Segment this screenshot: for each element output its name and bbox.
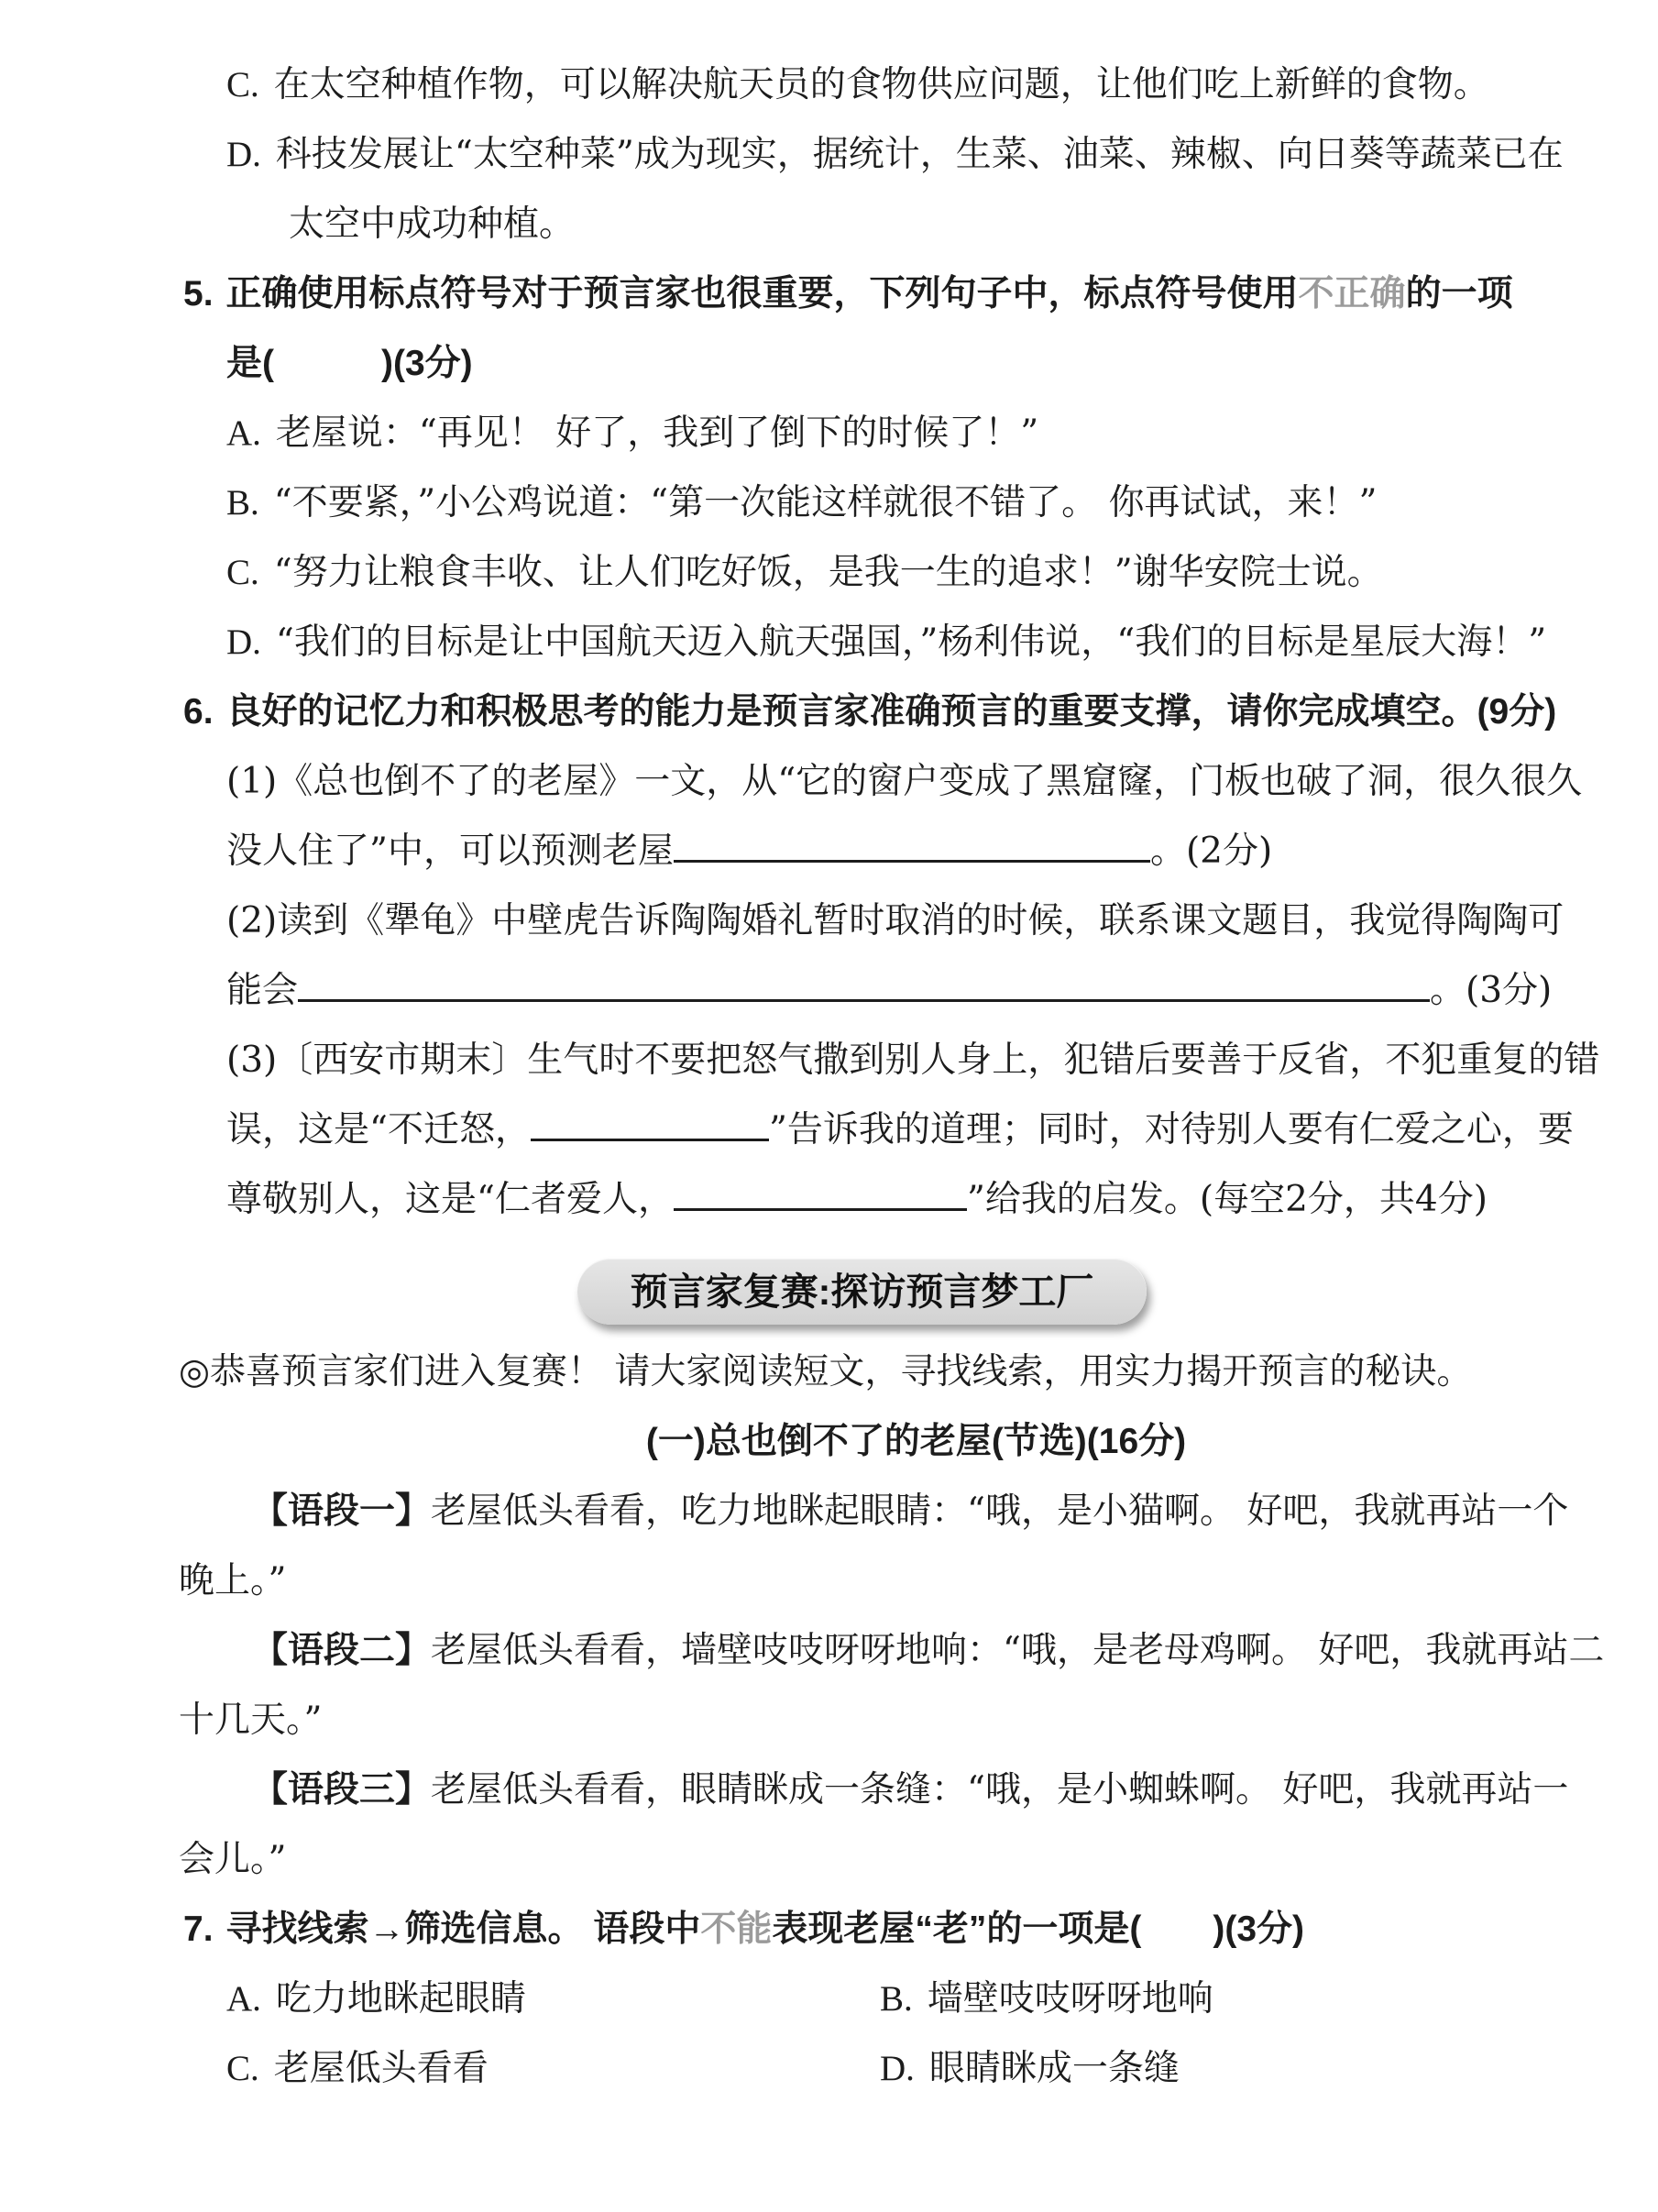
passage-label: 【语段二】 [252,1631,432,1670]
q5-option-a [0,399,1658,468]
answer-parentheses: 是( )(3分) [226,344,473,383]
option-text: 眼睛眯成一条缝 [928,2048,1180,2089]
q5-option-c [0,538,1658,608]
q7-options-row1 [0,1964,1658,2034]
option-letter: D. [226,622,261,662]
passage-text: 十几天。” [179,1700,323,1741]
passage-1-line1 [0,1477,1658,1546]
stem-gray-emphasis: 不能 [700,1909,773,1949]
sub-item-text: 尊敬别人，这是“仁者爱人， [226,1179,674,1220]
question-number: 5. [183,274,214,314]
sub-item-text: 。(2分) [1149,831,1273,872]
q4-option-d [0,120,1658,190]
passage-label: 【语段一】 [252,1491,432,1531]
passage-2-line2 [0,1686,1658,1755]
sub-item-text: (3)〔西安市期末〕生气时不要把怒气撒到别人身上，犯错后要善于反省，不犯重复的错 [226,1040,1600,1081]
sub-item-text: 能会 [226,970,299,1011]
option-letter: C. [226,2049,259,2088]
q5-option-b [0,468,1658,538]
q4-option-d-continuation [0,190,1658,259]
fill-in-blank [674,829,1150,863]
q7-option-d [880,2034,1180,2104]
passage-label: 【语段三】 [252,1770,432,1810]
q6-sub1-line2 [0,817,1658,886]
stem-gray-emphasis: 不正确 [1298,274,1406,314]
stem-text: 寻找线索→筛选信息。 语段中 [225,1909,701,1949]
option-text: “不要紧，”小公鸡说道：“第一次能这样就很不错了。 你再试试，来！” [273,482,1378,523]
q7-option-a [226,1978,526,2019]
reading-intro [0,1337,1658,1407]
q7-option-c [226,2048,489,2089]
option-letter: D. [226,135,261,174]
intro-text: ◎恭喜预言家们进入复赛！ 请大家阅读短文，寻找线索，用实力揭开预言的秘诀。 [179,1351,1473,1392]
option-letter: D. [880,2049,915,2088]
q6-sub3-line2 [0,1095,1658,1165]
sub-item-text: ”给我的启发。(每空2分，共4分) [966,1179,1488,1220]
section-banner [577,1259,1147,1325]
q7-stem [0,1895,1658,1964]
passage-1-line2 [0,1546,1658,1616]
stem-text: 的一项 [1405,274,1513,314]
option-text: 吃力地眯起眼睛 [275,1978,526,2019]
option-text: 在太空种植作物，可以解决航天员的食物供应问题，让他们吃上新鲜的食物。 [273,64,1489,105]
sub-item-text: 。(3分) [1430,970,1553,1011]
option-text: 老屋低头看看 [273,2048,489,2089]
question-number: 7. [183,1909,214,1949]
passage-2-line1 [0,1616,1658,1686]
stem-text: 表现老屋“老”的一项是( )(3分) [772,1909,1305,1949]
sub-item-text: (1)《总也倒不了的老屋》一文，从“它的窗户变成了黑窟窿，门板也破了洞，很久很久 [226,761,1583,802]
option-letter: B. [880,1979,913,2019]
sub-item-text: ”告诉我的道理；同时，对待别人要有仁爱之心，要 [768,1109,1574,1150]
q6-sub1-line1 [0,747,1658,817]
passage-text: 会儿。” [179,1839,287,1880]
option-text: “我们的目标是让中国航天迈入航天强国，”杨利伟说，“我们的目标是星辰大海！” [275,622,1547,663]
q7-option-b [880,1964,1213,2034]
option-text: 科技发展让“太空种菜”成为现实，据统计，生菜、油菜、辣椒、向日葵等蔬菜已在 [275,134,1564,175]
option-letter: C. [226,553,259,592]
option-letter: A. [226,1979,261,2019]
option-letter: B. [226,483,259,523]
passage-3-line2 [0,1825,1658,1895]
option-text: “努力让粮食丰收、让人们吃好饭，是我一生的追求！”谢华安院士说。 [273,552,1383,593]
section-banner-title: 预言家复赛:探访预言梦工厂 [630,1271,1094,1313]
option-text: 墙壁吱吱呀呀地响 [927,1978,1213,2019]
q5-stem-line1 [0,259,1658,329]
fill-in-blank [298,968,1430,1002]
passage-text: 老屋低头看看，眼睛眯成一条缝：“哦，是小蜘蛛啊。 好吧，我就再站一 [431,1769,1569,1810]
option-text-continuation: 太空中成功种植。 [289,204,576,245]
q5-option-d [0,608,1658,677]
passage-text: 老屋低头看看，吃力地眯起眼睛：“哦，是小猫啊。 好吧，我就再站一个 [431,1491,1569,1532]
question-number: 6. [183,692,214,732]
option-text: 老屋说：“再见！ 好了，我到了倒下的时候了！” [275,413,1039,454]
q6-stem [0,677,1658,747]
reading-section-title [174,1407,1658,1477]
q6-sub3-line3 [0,1165,1658,1235]
stem-text: 正确使用标点符号对于预言家也很重要，下列句子中，标点符号使用 [225,274,1299,314]
sub-item-text: (2)读到《犟龟》中壁虎告诉陶陶婚礼暂时取消的时候，联系课文题目，我觉得陶陶可 [226,900,1565,941]
passage-text: 晚上。” [179,1560,287,1601]
passage-3-line1 [0,1755,1658,1825]
fill-in-blank [531,1107,769,1141]
q7-options-row2 [0,2034,1658,2104]
sub-item-text: 没人住了”中，可以预测老屋 [226,831,674,872]
q6-sub2-line1 [0,886,1658,956]
q6-sub3-line1 [0,1026,1658,1095]
passage-text: 老屋低头看看，墙壁吱吱呀呀地响：“哦，是老母鸡啊。 好吧，我就再站二 [431,1630,1605,1671]
stem-text: 良好的记忆力和积极思考的能力是预言家准确预言的重要支撑，请你完成填空。(9分) [225,692,1557,732]
q6-sub2-line2 [0,956,1658,1026]
fill-in-blank [674,1177,967,1211]
q5-stem-line2 [0,329,1658,399]
option-letter: A. [226,413,261,453]
sub-item-text: 误，这是“不迁怒， [226,1109,531,1150]
q4-option-c [0,50,1658,120]
option-letter: C. [226,65,259,105]
section-title-text: (一)总也倒不了的老屋(节选)(16分) [645,1422,1187,1461]
